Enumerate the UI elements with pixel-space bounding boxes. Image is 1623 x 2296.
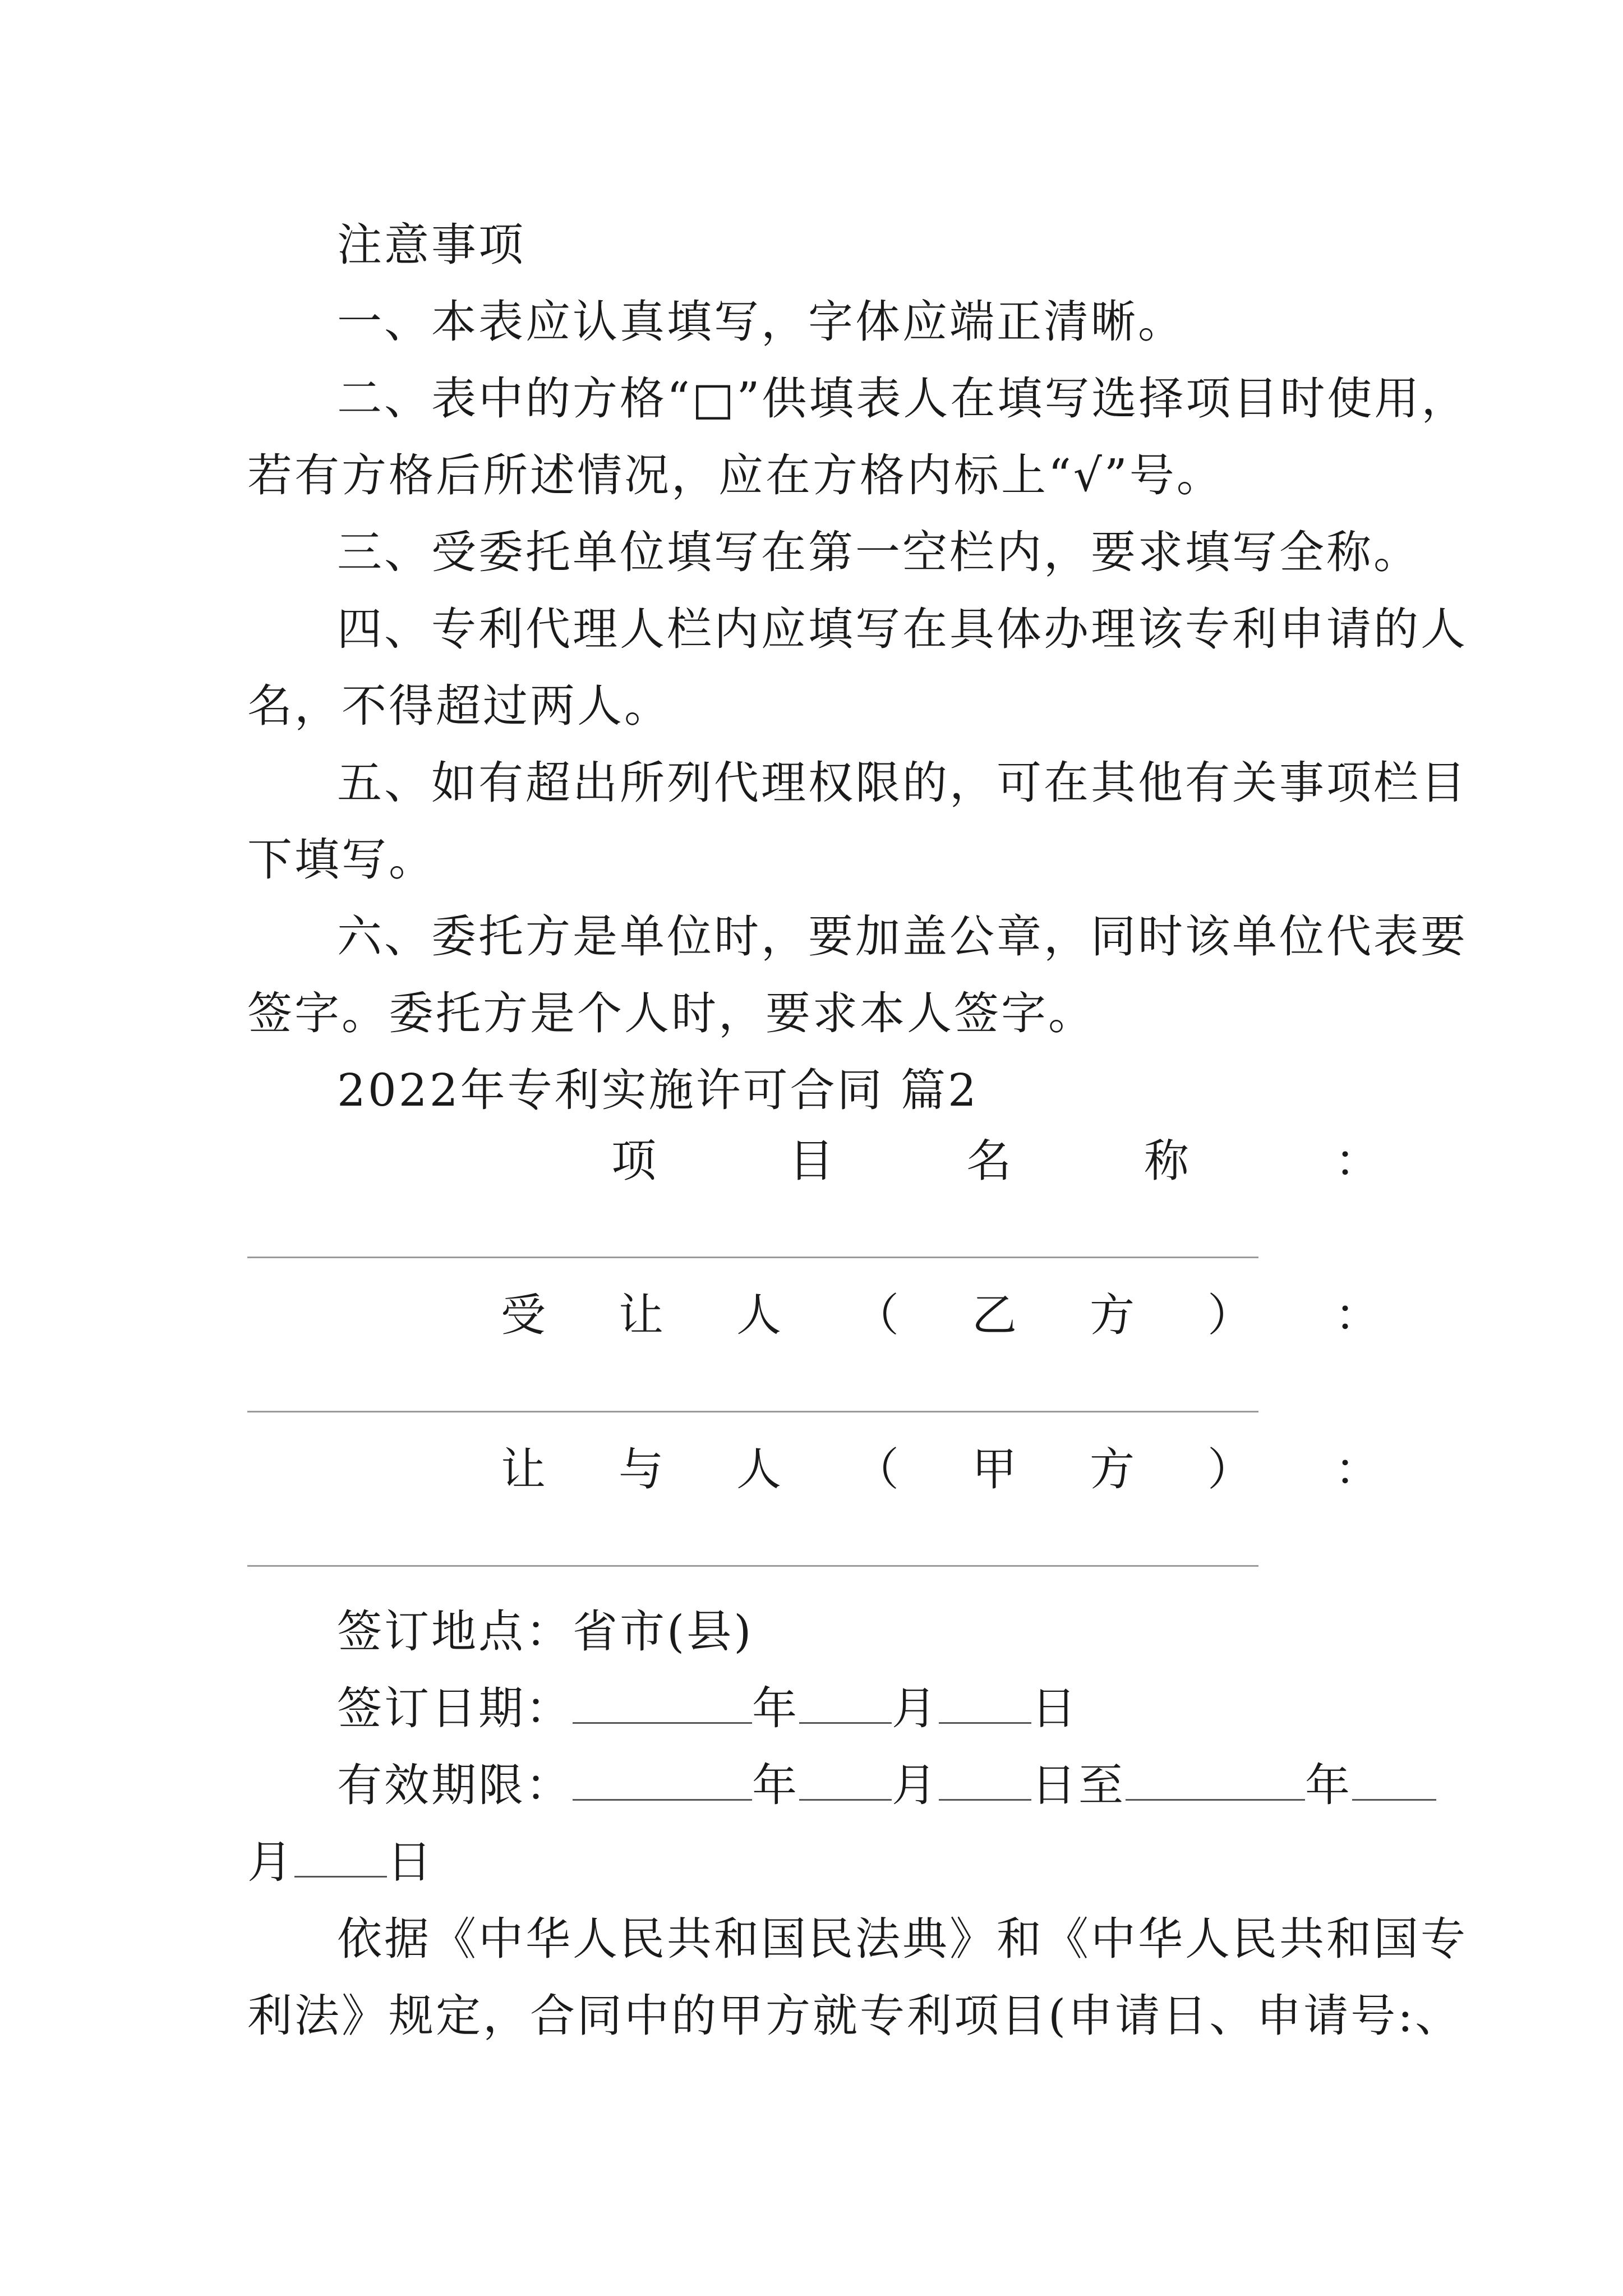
notes-item-4-line-2: 名，不得超过两人。 — [247, 680, 671, 732]
notes-section — [247, 206, 1469, 1129]
year-unit: 年 — [752, 1682, 799, 1734]
to-word: 至 — [1078, 1759, 1126, 1811]
sign-date-row — [247, 1670, 1389, 1747]
label-char: ） — [1207, 1289, 1252, 1341]
label-char: （ — [854, 1289, 899, 1341]
label-char: 方 — [1090, 1289, 1135, 1341]
transferee-colon — [1335, 1287, 1380, 1343]
notes-item-5-line-2: 下填写。 — [247, 834, 436, 886]
sign-date-month-blank[interactable] — [799, 1686, 892, 1724]
label-char: 与 — [619, 1443, 663, 1496]
label-char: （ — [854, 1443, 899, 1496]
project-name-colon — [1335, 1133, 1380, 1189]
notes-item-2-line-1: 二、表中的方格“□”供填表人在填写选择项目时使用， — [337, 372, 1469, 425]
validity-label: 有效期限： — [337, 1759, 573, 1811]
day-unit: 日 — [387, 1836, 434, 1888]
notes-item-1: 一、本表应认真填写，字体应端正清晰。 — [337, 296, 1185, 348]
notes-title: 注意事项 — [337, 219, 525, 271]
month-unit: 月 — [892, 1682, 939, 1734]
notes-item-2-line-2: 若有方格后所述情况，应在方格内标上“√”号。 — [247, 449, 1224, 501]
notes-item-6-line-1: 六、委托方是单位时，要加盖公章，同时该单位代表要 — [337, 910, 1468, 963]
transferor-colon — [1335, 1442, 1380, 1498]
transferor-label — [501, 1442, 1252, 1498]
label-char: 受 — [501, 1289, 546, 1341]
transferee-blank-line — [247, 1411, 1258, 1412]
label-char: 目 — [789, 1135, 834, 1187]
transferee-label — [501, 1287, 1252, 1343]
validity-end-year-blank[interactable] — [1126, 1763, 1305, 1801]
label-char: 方 — [1090, 1443, 1135, 1496]
notes-item-4-line-1: 四、专利代理人栏内应填写在具体办理该专利申请的人 — [337, 603, 1468, 655]
sign-date-label: 签订日期： — [337, 1682, 573, 1734]
colon: ： — [1335, 1289, 1380, 1341]
label-char: 人 — [736, 1289, 781, 1341]
validity-end-month-blank-a[interactable] — [1352, 1763, 1436, 1801]
label-char: 人 — [736, 1443, 781, 1496]
sign-place-value: 省市(县) — [573, 1605, 754, 1658]
validity-start-year-blank[interactable] — [573, 1763, 752, 1801]
month-unit: 月 — [892, 1759, 939, 1811]
colon: ： — [1335, 1443, 1380, 1496]
sign-date-day-blank[interactable] — [939, 1686, 1031, 1724]
transferor-blank-line — [247, 1565, 1258, 1567]
label-char: 让 — [619, 1289, 663, 1341]
day-unit: 日 — [1031, 1759, 1078, 1811]
day-unit: 日 — [1031, 1682, 1078, 1734]
validity-row-continued — [247, 1824, 1389, 1901]
validity-start-month-blank[interactable] — [799, 1763, 892, 1801]
notes-item-3: 三、受委托单位填写在第一空栏内，要求填写全称。 — [337, 526, 1421, 578]
validity-row — [247, 1747, 1389, 1824]
sign-place-row — [247, 1593, 1389, 1670]
contract-heading: 2022年专利实施许可合同 篇2 — [337, 1064, 979, 1116]
label-char: 甲 — [972, 1443, 1017, 1496]
month-unit: 月 — [247, 1836, 294, 1888]
label-char: ） — [1207, 1443, 1252, 1496]
basis-line-1: 依据《中华人民共和国民法典》和《中华人民共和国专 — [337, 1913, 1468, 1965]
notes-item-6-line-2: 签字。委托方是个人时，要求本人签字。 — [247, 987, 1095, 1039]
year-unit: 年 — [752, 1759, 799, 1811]
validity-start-day-blank[interactable] — [939, 1763, 1031, 1801]
project-name-blank-line — [247, 1257, 1258, 1258]
colon: ： — [1335, 1135, 1380, 1187]
notes-item-5-line-1: 五、如有超出所列代理权限的，可在其他有关事项栏目 — [337, 757, 1468, 809]
basis-line-2: 利法》规定，合同中的甲方就专利项目(申请日、申请号:、 — [247, 1990, 1463, 2042]
sign-date-year-blank[interactable] — [573, 1686, 752, 1724]
label-char: 名 — [966, 1135, 1012, 1187]
year-unit: 年 — [1305, 1759, 1352, 1811]
label-char: 乙 — [972, 1289, 1017, 1341]
label-char: 项 — [611, 1135, 656, 1187]
project-name-label — [611, 1133, 1189, 1189]
validity-end-day-blank[interactable] — [294, 1840, 387, 1878]
sign-place-label: 签订地点： — [337, 1605, 573, 1658]
label-char: 让 — [501, 1443, 546, 1496]
label-char: 称 — [1144, 1135, 1189, 1187]
contract-details — [247, 1593, 1468, 2054]
